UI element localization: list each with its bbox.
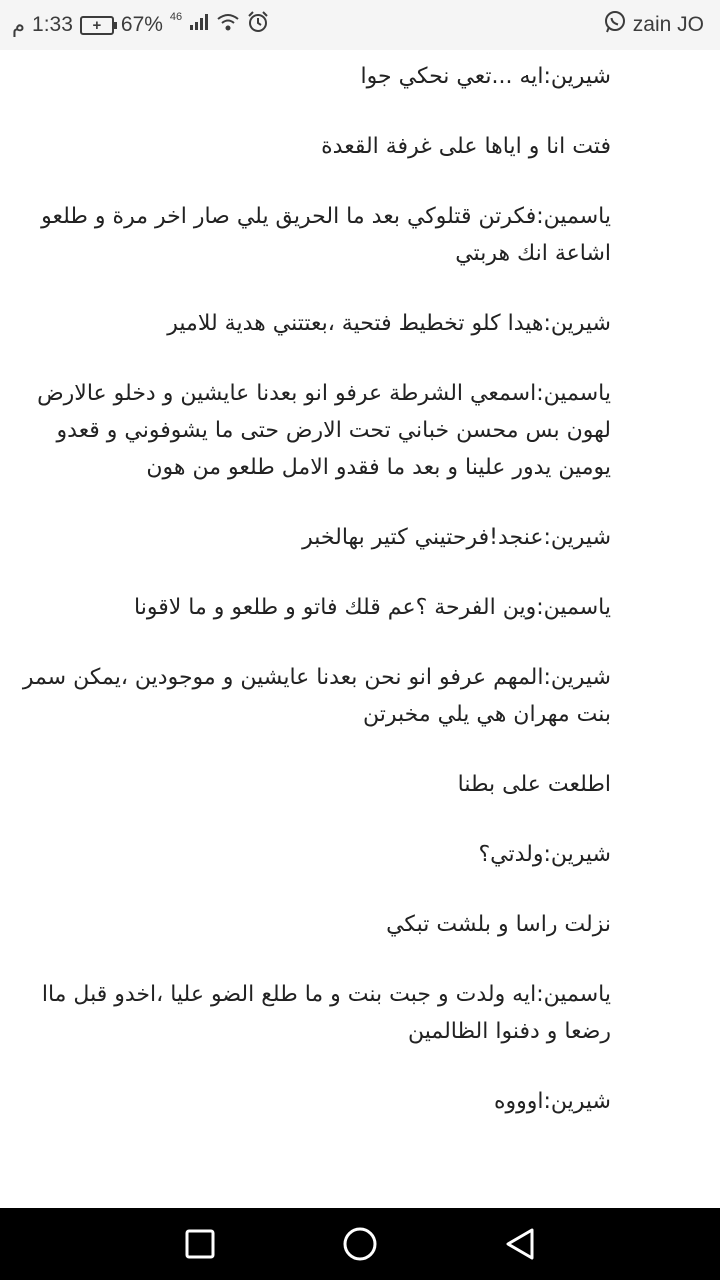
battery-icon (80, 16, 114, 35)
carrier-label: zain JO (632, 13, 704, 36)
story-line: شيرين:اوووه (493, 1089, 611, 1114)
back-triangle-icon (504, 1227, 536, 1261)
square-icon (185, 1229, 215, 1259)
story-line: اطلعت على بطنا (457, 772, 611, 797)
story-line: نزلت راسا و بلشت تبكي (386, 912, 611, 937)
battery-charge-label: + (92, 16, 102, 34)
whatsapp-icon (603, 10, 627, 40)
story-line: شيرين:ولدتي؟ (478, 842, 611, 867)
navigation-bar (0, 1208, 720, 1280)
message-list (0, 50, 720, 1120)
story-line: ياسمين:فكرتن قتلوكي بعد ما الحريق يلي صار اخر مرة و طلعو اشاعة انك هربتي (41, 204, 611, 266)
status-right-group (603, 0, 704, 50)
alarm-icon (247, 11, 269, 39)
story-line: شيرين:عنجد!فرحتيني كتير بهالخبر (302, 525, 611, 550)
recents-button[interactable] (160, 1208, 240, 1280)
network-type-label: 46 (169, 11, 183, 23)
story-line: ياسمين:وين الفرحة ؟عم قلك فاتو و طلعو و ما لاقونا (134, 595, 611, 620)
signal-icon (189, 13, 209, 37)
story-line: شيرين:المهم عرفو انو نحن بعدنا عايشين و موجودين ،يمكن سمر بنت مهران هي يلي مخبرتن (22, 665, 611, 727)
time-label: 1:33 (32, 13, 73, 36)
status-bar (0, 0, 720, 50)
story-line: ياسمين:اسمعي الشرطة عرفو انو بعدنا عايشين و دخلو عالارض لهون بس محسن خباني تحت الارض حتى ما يشوفوني و قعدو يومين يدور علينا و بعد ما فقدو الامل طلعو من هون (37, 381, 611, 480)
wifi-icon (216, 12, 240, 38)
back-button[interactable] (480, 1208, 560, 1280)
circle-icon (342, 1226, 378, 1262)
period-label: م (12, 13, 26, 37)
story-line: شيرين:ايه ...تعي نحكي جوا (360, 64, 611, 89)
story-line: شيرين:هيدا كلو تخطيط فتحية ،بعتتني هدية للامير (167, 311, 611, 336)
story-line: فتت انا و اياها على غرفة القعدة (321, 134, 611, 159)
story-line: ياسمين:ايه ولدت و جبت بنت و ما طلع الضو عليا ،اخدو قبل ماا رضعا و دفنوا الظالمين (41, 982, 611, 1044)
status-left-group (12, 0, 269, 50)
battery-percent-label: 67% (120, 13, 163, 36)
story-content[interactable] (0, 50, 720, 1208)
home-button[interactable] (320, 1208, 400, 1280)
